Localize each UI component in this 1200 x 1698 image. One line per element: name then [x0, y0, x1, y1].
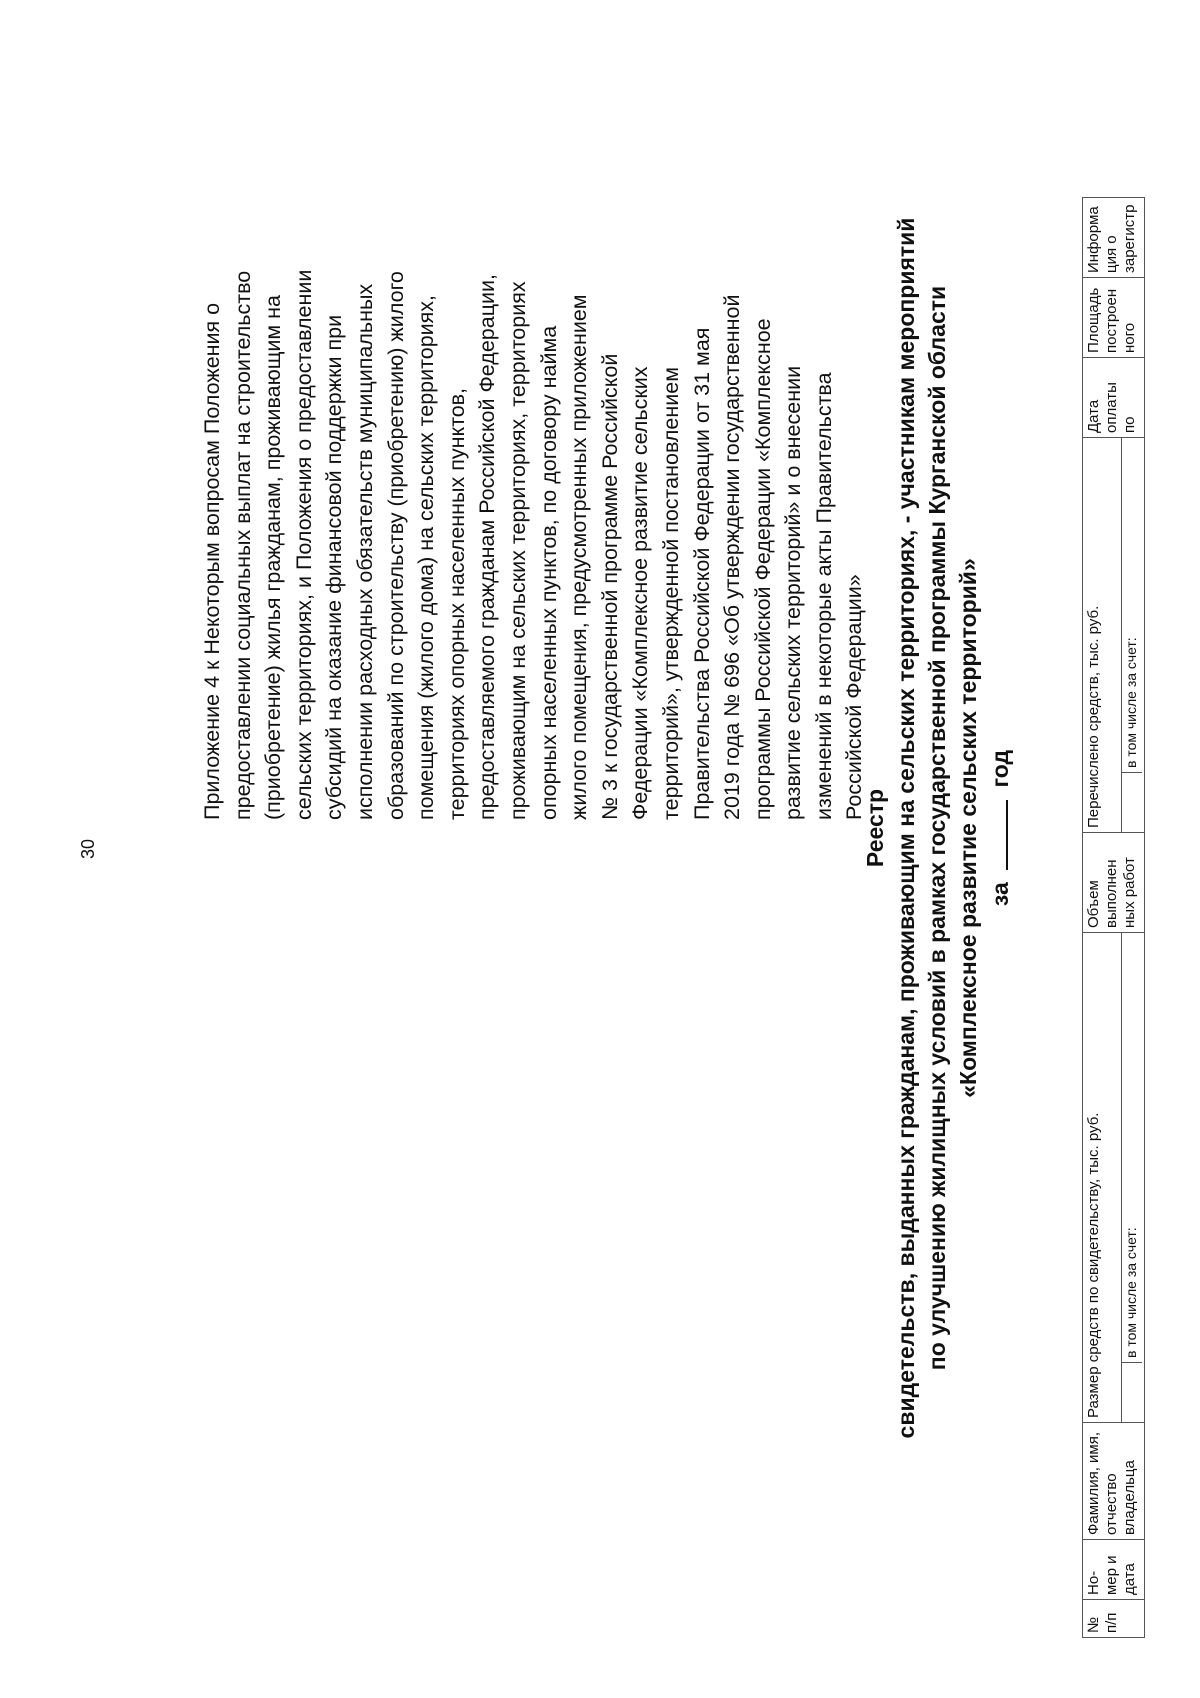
appendix-line: предоставляемого гражданам Российской Федерации, [475, 273, 500, 820]
title-line-3: «Комплексное развитие сельских территорий» [955, 558, 981, 1098]
appendix-line: жилого помещения, предусмотренных приложением [567, 294, 592, 820]
registry-table [1082, 197, 1145, 1638]
header-amount-sub [1121, 933, 1142, 1422]
appendix-line: проживающим на сельских территориях, территориях [505, 281, 530, 820]
appendix-line: 2019 года № 696 «Об утверждении государственной [720, 294, 745, 820]
appendix-line: территориях опорных населенных пунктов, [444, 387, 469, 820]
header-transferred-sub-blank [1122, 772, 1142, 832]
header-transferred-sub-label: в том числе за счет: [1123, 637, 1139, 768]
header-amount-label: Размер средств по свидетельству, тыс. руб. [1085, 1112, 1102, 1418]
table-header-row [1083, 198, 1145, 1638]
period-suffix: год [987, 749, 1013, 788]
header-owner: Фамилия, имя, отчество владельца [1083, 1423, 1145, 1540]
header-amount-sub-label: в том числе за счет: [1123, 1227, 1139, 1358]
header-info: Информа ция о зарегистр [1083, 198, 1145, 278]
appendix-line: помещения (жилого дома) на сельских территориях, [414, 294, 439, 820]
title-line-2: по улучшению жилищных условий в рамках государственной программы Курганской области [924, 285, 950, 1371]
header-amount [1083, 933, 1145, 1423]
header-transferred [1083, 438, 1145, 833]
title-period [984, 68, 1016, 1588]
appendix-note [197, 100, 870, 820]
appendix-line: (приобретение) жилья гражданам, проживающим на [261, 295, 286, 820]
appendix-line: развитие сельских территорий» и о внесении [781, 365, 806, 820]
appendix-line: опорных населенных пунктов, по договору найма [536, 325, 561, 820]
appendix-line: № 3 к государственной программе Российской [597, 353, 622, 820]
title-line-1: свидетельств, выданных гражданам, проживающим на сельских территориях, - участникам мероприятий [893, 217, 919, 1439]
header-transferred-label: Перечислено средств, тыс. руб. [1085, 605, 1102, 828]
header-paydate: Дата оплаты по [1083, 358, 1145, 438]
appendix-line: территорий», утвержденной постановлением [658, 367, 683, 820]
registry-title [860, 68, 1016, 1588]
appendix-line: Федерации «Комплексное развитие сельских [628, 366, 653, 820]
header-num: № п/п [1083, 1600, 1145, 1638]
appendix-line: образований по строительству (приобретению) жилого [383, 271, 408, 820]
appendix-line: сельских территориях, и Положения о предоставлении [291, 269, 316, 820]
appendix-line: исполнении расходных обязательств муниципальных [352, 283, 377, 820]
header-volume: Объем выполнен ных работ [1083, 833, 1145, 933]
appendix-line: программы Российской Федерации «Комплексное [750, 318, 775, 820]
header-amount-sub-blank [1122, 1362, 1142, 1422]
header-transferred-sub [1121, 438, 1142, 832]
period-blank-field [984, 800, 1008, 870]
appendix-line: изменений в некоторые акты Правительства [811, 372, 836, 820]
title-heading: Реестр [862, 788, 888, 868]
header-area: Площадь построен ного [1083, 278, 1145, 358]
appendix-line: Российской Федерации» [842, 574, 867, 820]
page-number: 30 [78, 838, 98, 860]
appendix-line: субсидий на оказание финансовой поддержки при [322, 314, 347, 820]
appendix-line: предоставлении социальных выплат на строительство [230, 270, 255, 820]
period-prefix: за [987, 882, 1013, 907]
header-cert: Но-мер и дата [1083, 1540, 1145, 1600]
appendix-line: Правительства Российской Федерации от 31 мая [689, 327, 714, 820]
appendix-line: Приложение 4 к Некоторым вопросам Положения о [200, 302, 224, 820]
